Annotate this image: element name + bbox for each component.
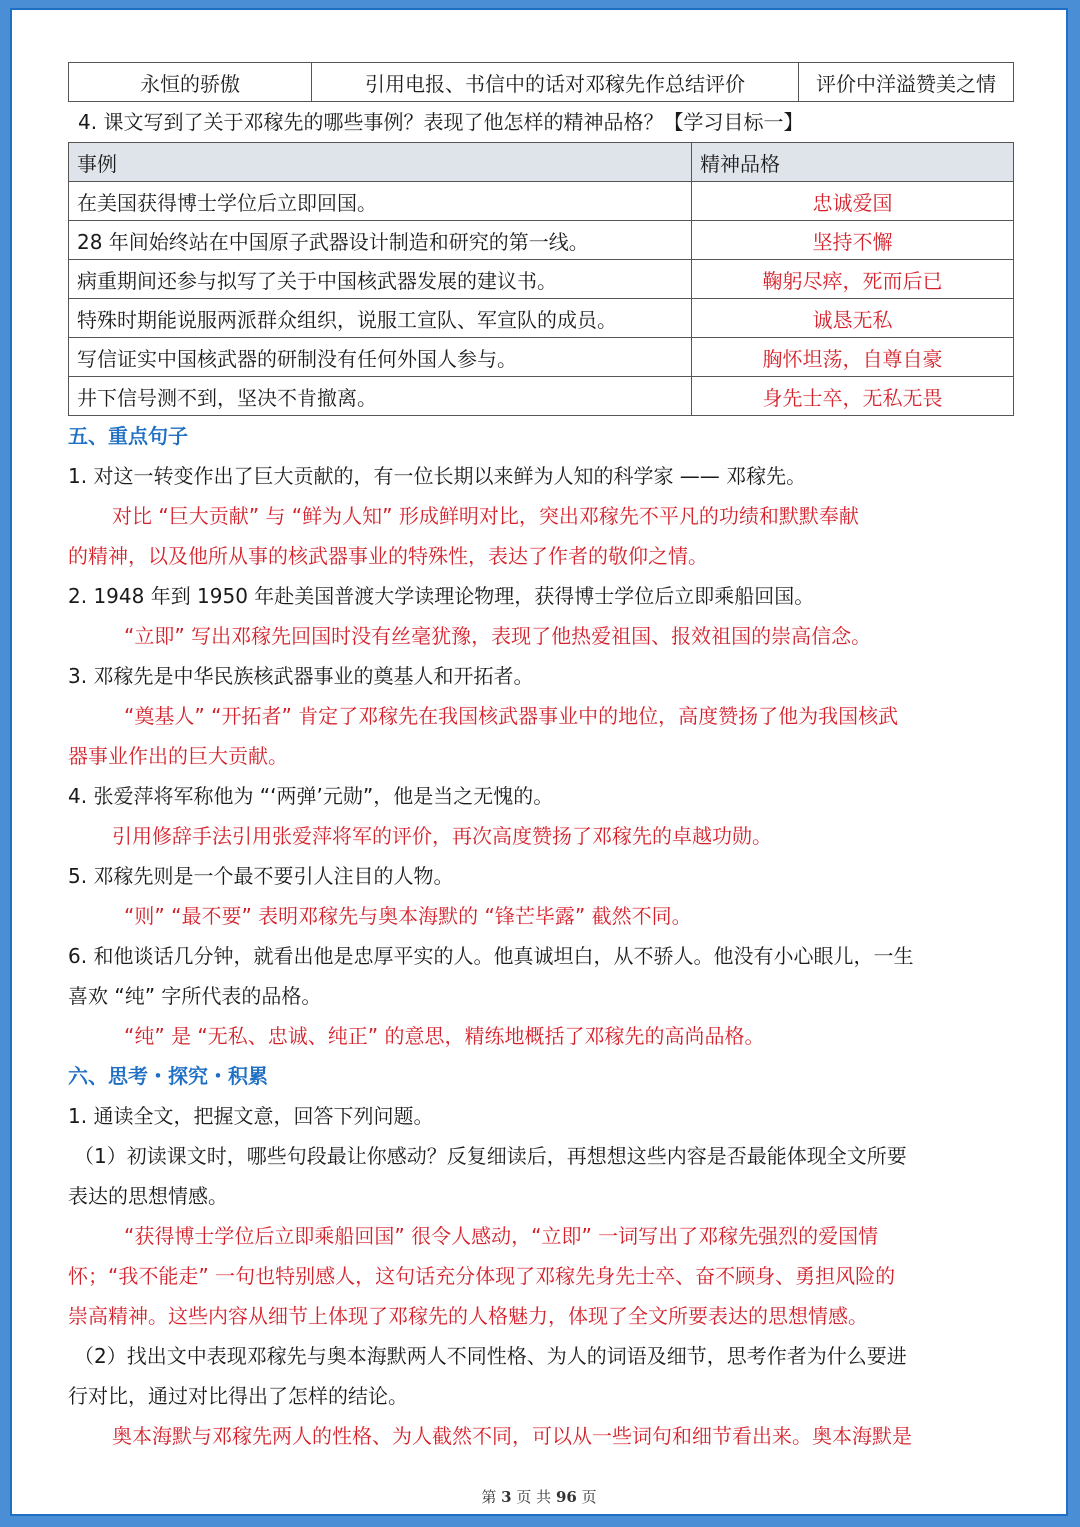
subquestion-1-cont: 表达的思想情感。 bbox=[68, 1184, 228, 1208]
page-number: 3 bbox=[501, 1488, 512, 1506]
table-row bbox=[69, 377, 1014, 416]
quality-cell: 忠诚爱国 bbox=[692, 182, 1014, 221]
quality-cell: 鞠躬尽瘁，死而后已 bbox=[692, 260, 1014, 299]
page-content bbox=[68, 62, 1014, 1456]
sentence-5: 5. 邓稼先则是一个最不要引人注目的人物。 bbox=[68, 864, 454, 888]
table-row bbox=[69, 182, 1014, 221]
answer-1-cont2: 崇高精神。这些内容从细节上体现了邓稼先的人格魅力，体现了全文所要表达的思想情感。 bbox=[68, 1304, 868, 1328]
subquestion-1: （1）初读课文时，哪些句段最让你感动？反复细读后，再想想这些内容是否最能体现全文所要 bbox=[74, 1144, 907, 1168]
example-cell: 病重期间还参与拟写了关于中国核武器发展的建议书。 bbox=[69, 260, 692, 299]
sentence-2: 2. 1948 年到 1950 年赴美国普渡大学读理论物理，获得博士学位后立即乘船回国。 bbox=[68, 584, 815, 608]
column-header-quality: 精神品格 bbox=[692, 143, 1014, 182]
analysis-1: 对比 “巨大贡献” 与 “鲜为人知” 形成鲜明对比，突出邓稼先不平凡的功绩和默默奉献 bbox=[112, 504, 859, 528]
sentence-6-cont: 喜欢 “纯” 字所代表的品格。 bbox=[68, 984, 322, 1008]
footer-prefix: 第 bbox=[481, 1488, 497, 1506]
example-cell: 井下信号测不到，坚决不肯撤离。 bbox=[69, 377, 692, 416]
table-header-row bbox=[69, 143, 1014, 182]
example-cell: 特殊时期能说服两派群众组织，说服工宣队、军宣队的成员。 bbox=[69, 299, 692, 338]
quality-cell: 坚持不懈 bbox=[692, 221, 1014, 260]
summary-table bbox=[68, 62, 1014, 102]
question-4: 4. 课文写到了关于邓稼先的哪些事例？表现了他怎样的精神品格？【学习目标一】 bbox=[78, 110, 804, 134]
sentence-1: 1. 对这一转变作出了巨大贡献的，有一位长期以来鲜为人知的科学家 —— 邓稼先。 bbox=[68, 464, 807, 488]
subquestion-2: （2）找出文中表现邓稼先与奥本海默两人不同性格、为人的词语及细节，思考作者为什么要进 bbox=[74, 1344, 907, 1368]
example-cell: 在美国获得博士学位后立即回国。 bbox=[69, 182, 692, 221]
column-header-example: 事例 bbox=[69, 143, 692, 182]
table-cell: 引用电报、书信中的话对邓稼先作总结评价 bbox=[312, 63, 799, 102]
table-cell: 评价中洋溢赞美之情 bbox=[799, 63, 1014, 102]
quality-table bbox=[68, 142, 1014, 416]
section-heading-key-sentences: 五、重点句子 bbox=[68, 424, 188, 448]
table-cell: 永恒的骄傲 bbox=[69, 63, 312, 102]
question-1: 1. 通读全文，把握文意，回答下列问题。 bbox=[68, 1104, 434, 1128]
quality-cell: 诚恳无私 bbox=[692, 299, 1014, 338]
example-cell: 28 年间始终站在中国原子武器设计制造和研究的第一线。 bbox=[69, 221, 692, 260]
table-row bbox=[69, 260, 1014, 299]
example-cell: 写信证实中国核武器的研制没有任何外国人参与。 bbox=[69, 338, 692, 377]
answer-1-cont: 怀；“我不能走” 一句也特别感人，这句话充分体现了邓稼先身先士卒、奋不顾身、勇担风险的 bbox=[68, 1264, 896, 1288]
table-row bbox=[69, 299, 1014, 338]
analysis-4: 引用修辞手法引用张爱萍将军的评价，再次高度赞扬了邓稼先的卓越功勋。 bbox=[112, 824, 772, 848]
footer-mid: 页 共 bbox=[516, 1488, 552, 1506]
subquestion-2-cont: 行对比，通过对比得出了怎样的结论。 bbox=[68, 1384, 408, 1408]
answer-1: “获得博士学位后立即乘船回国” 很令人感动，“立即” 一词写出了邓稼先强烈的爱国情 bbox=[124, 1224, 879, 1248]
analysis-6: “纯” 是 “无私、忠诚、纯正” 的意思，精练地概括了邓稼先的高尚品格。 bbox=[124, 1024, 765, 1048]
quality-cell: 身先士卒，无私无畏 bbox=[692, 377, 1014, 416]
page-footer bbox=[12, 1486, 1066, 1507]
analysis-3: “奠基人” “开拓者” 肯定了邓稼先在我国核武器事业中的地位，高度赞扬了他为我国核武 bbox=[124, 704, 899, 728]
total-pages: 96 bbox=[555, 1488, 577, 1506]
document-page bbox=[10, 8, 1068, 1516]
sentence-4: 4. 张爱萍将军称他为 “‘两弹’元勋”，他是当之无愧的。 bbox=[68, 784, 554, 808]
analysis-2: “立即” 写出邓稼先回国时没有丝毫犹豫，表现了他热爱祖国、报效祖国的崇高信念。 bbox=[124, 624, 872, 648]
analysis-5: “则” “最不要” 表明邓稼先与奥本海默的 “锋芒毕露” 截然不同。 bbox=[124, 904, 692, 928]
answer-2: 奥本海默与邓稼先两人的性格、为人截然不同，可以从一些词句和细节看出来。奥本海默是 bbox=[112, 1424, 912, 1448]
table-row bbox=[69, 338, 1014, 377]
table-row bbox=[69, 63, 1014, 102]
sentence-6: 6. 和他谈话几分钟，就看出他是忠厚平实的人。他真诚坦白，从不骄人。他没有小心眼儿，一生 bbox=[68, 944, 914, 968]
section-heading-thinking: 六、思考・探究・积累 bbox=[68, 1064, 268, 1088]
sentence-3: 3. 邓稼先是中华民族核武器事业的奠基人和开拓者。 bbox=[68, 664, 534, 688]
analysis-1-cont: 的精神，以及他所从事的核武器事业的特殊性，表达了作者的敬仰之情。 bbox=[68, 544, 708, 568]
footer-suffix: 页 bbox=[581, 1488, 597, 1506]
table-row bbox=[69, 221, 1014, 260]
analysis-3-cont: 器事业作出的巨大贡献。 bbox=[68, 744, 288, 768]
quality-cell: 胸怀坦荡，自尊自豪 bbox=[692, 338, 1014, 377]
